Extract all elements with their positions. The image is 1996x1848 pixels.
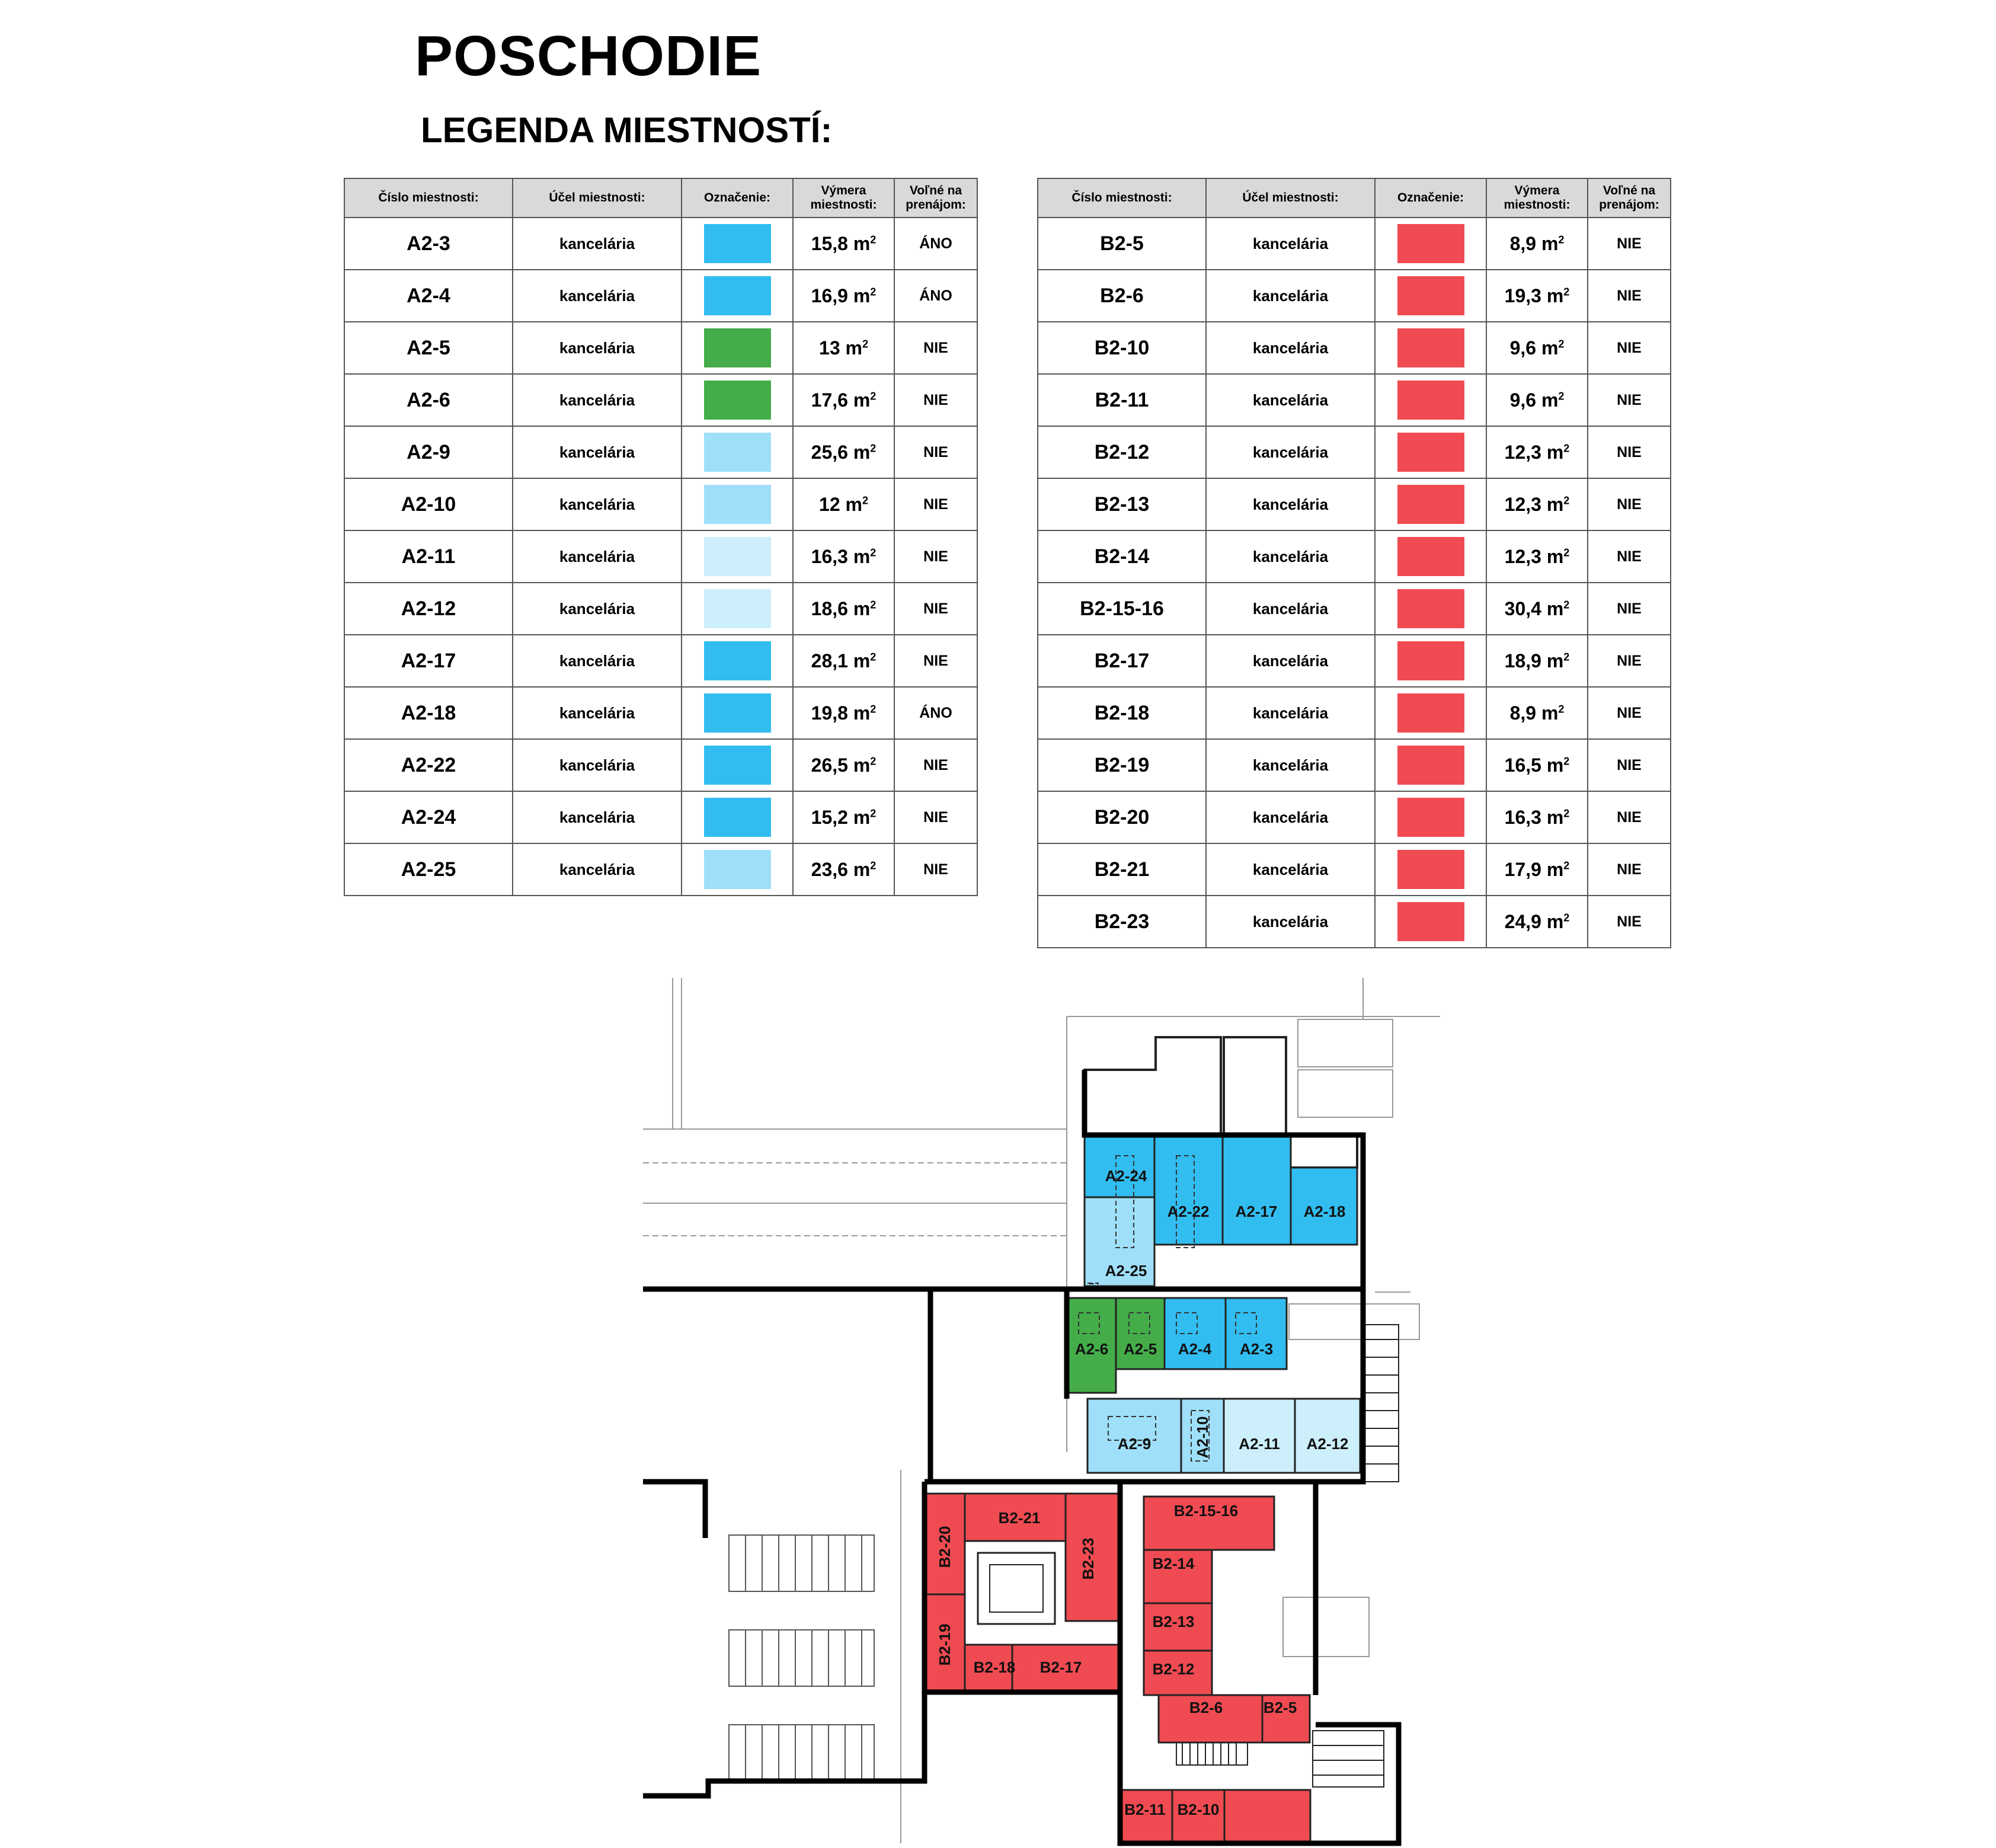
- header-room-purpose: Účel miestnosti:: [513, 178, 682, 218]
- room-number: B2-6: [1038, 270, 1206, 322]
- room-purpose: kancelária: [1206, 530, 1375, 583]
- room-purpose: kancelária: [1206, 426, 1375, 478]
- plan-label-b2-11: B2-11: [1124, 1801, 1166, 1818]
- room-number: B2-5: [1038, 218, 1206, 270]
- room-number: B2-11: [1038, 374, 1206, 426]
- area-value: 26,5: [811, 754, 848, 776]
- plan-label-a2-9: A2-9: [1117, 1435, 1151, 1453]
- plan-label-a2-3: A2-3: [1239, 1340, 1274, 1358]
- area-unit: m: [853, 389, 871, 411]
- plan-label-b2-23: B2-23: [1079, 1537, 1097, 1580]
- room-free: NIE: [894, 322, 977, 374]
- header-room-number: Číslo miestnosti:: [344, 178, 513, 218]
- room-purpose: kancelária: [513, 739, 682, 791]
- plan-label-b2-18: B2-18: [973, 1658, 1016, 1676]
- room-purpose: kancelária: [513, 218, 682, 270]
- plan-label-a2-22: A2-22: [1167, 1203, 1210, 1220]
- area-value: 8,9: [1509, 702, 1537, 724]
- stair-core-left: [978, 1553, 1055, 1624]
- plan-room-a2-22: [1154, 1135, 1223, 1245]
- area-exponent: 2: [1563, 598, 1570, 610]
- room-purpose: kancelária: [1206, 270, 1375, 322]
- room-free: NIE: [894, 843, 977, 896]
- plan-label-b2-17: B2-17: [1039, 1658, 1082, 1676]
- room-number: B2-10: [1038, 322, 1206, 374]
- area-value: 9,6: [1509, 389, 1537, 411]
- room-number: A2-18: [344, 687, 513, 739]
- area-exponent: 2: [870, 807, 877, 819]
- header-area: Výmera miestnosti:: [1486, 178, 1588, 218]
- plan-label-b2-21: B2-21: [998, 1509, 1041, 1527]
- room-free: NIE: [1588, 478, 1671, 530]
- area-unit: m: [1546, 806, 1564, 828]
- area-exponent: 2: [870, 442, 877, 454]
- area-unit: m: [845, 337, 862, 359]
- area-value: 19,8: [811, 702, 848, 724]
- room-free: NIE: [1588, 583, 1671, 635]
- room-free: NIE: [894, 530, 977, 583]
- area-exponent: 2: [1563, 285, 1570, 298]
- area-unit: m: [1546, 597, 1564, 619]
- area-exponent: 2: [870, 389, 877, 402]
- room-number: B2-20: [1038, 791, 1206, 843]
- room-free: NIE: [894, 583, 977, 635]
- area-value: 16,3: [811, 545, 848, 567]
- area-unit: m: [853, 232, 871, 254]
- plan-label-b2-19: B2-19: [936, 1623, 954, 1666]
- room-purpose: kancelária: [513, 478, 682, 530]
- area-exponent: 2: [862, 494, 868, 506]
- area-unit: m: [1541, 702, 1559, 724]
- room-number: A2-17: [344, 635, 513, 687]
- area-exponent: 2: [870, 285, 877, 298]
- area-value: 24,9: [1504, 910, 1541, 932]
- room-free: NIE: [1588, 530, 1671, 583]
- room-free: NIE: [894, 426, 977, 478]
- room-number: A2-5: [344, 322, 513, 374]
- area-value: 18,9: [1504, 650, 1541, 672]
- area-exponent: 2: [1563, 911, 1570, 923]
- header-free: Voľné na prenájom:: [894, 178, 977, 218]
- area-exponent: 2: [870, 859, 877, 871]
- area-unit: m: [853, 754, 871, 776]
- area-unit: m: [853, 806, 871, 828]
- room-free: NIE: [1588, 635, 1671, 687]
- header-area: Výmera miestnosti:: [793, 178, 894, 218]
- plan-label-a2-17: A2-17: [1235, 1203, 1278, 1220]
- room-number: B2-19: [1038, 739, 1206, 791]
- area-exponent: 2: [870, 702, 877, 715]
- area-exponent: 2: [862, 337, 868, 350]
- area-exponent: 2: [1558, 702, 1565, 715]
- room-number: B2-12: [1038, 426, 1206, 478]
- area-unit: m: [853, 545, 871, 567]
- area-exponent: 2: [1563, 546, 1570, 558]
- area-value: 12,3: [1504, 441, 1541, 463]
- room-free: NIE: [1588, 218, 1671, 270]
- area-value: 9,6: [1509, 337, 1537, 359]
- area-value: 25,6: [811, 441, 848, 463]
- header-marking: Označenie:: [682, 178, 793, 218]
- room-number: B2-23: [1038, 896, 1206, 948]
- room-free: NIE: [1588, 687, 1671, 739]
- area-unit: m: [853, 650, 871, 672]
- area-value: 30,4: [1504, 597, 1541, 619]
- area-exponent: 2: [870, 598, 877, 610]
- room-free: ÁNO: [894, 687, 977, 739]
- room-purpose: kancelária: [513, 374, 682, 426]
- header-free: Voľné na prenájom:: [1588, 178, 1671, 218]
- plan-label-b2-15-16: B2-15-16: [1173, 1502, 1239, 1520]
- room-free: NIE: [1588, 374, 1671, 426]
- plan-label-a2-5: A2-5: [1123, 1340, 1157, 1358]
- area-unit: m: [853, 441, 871, 463]
- area-value: 16,9: [811, 284, 848, 306]
- area-unit: m: [1541, 232, 1559, 254]
- area-value: 23,6: [811, 858, 848, 880]
- area-unit: m: [1541, 337, 1559, 359]
- room-free: NIE: [1588, 739, 1671, 791]
- area-value: 12: [819, 493, 840, 515]
- parking-stripes: [729, 1535, 874, 1781]
- room-purpose: kancelária: [513, 426, 682, 478]
- area-unit: m: [853, 858, 871, 880]
- room-purpose: kancelária: [1206, 478, 1375, 530]
- area-unit: m: [1546, 650, 1564, 672]
- room-free: NIE: [1588, 843, 1671, 896]
- plan-label-a2-11: A2-11: [1239, 1435, 1280, 1453]
- plan-label-a2-6: A2-6: [1074, 1340, 1109, 1358]
- area-unit: m: [845, 493, 862, 515]
- room-purpose: kancelária: [513, 530, 682, 583]
- area-exponent: 2: [1563, 442, 1570, 454]
- room-number: B2-15-16: [1038, 583, 1206, 635]
- room-number: A2-3: [344, 218, 513, 270]
- area-exponent: 2: [870, 650, 877, 663]
- area-value: 16,3: [1504, 806, 1541, 828]
- area-exponent: 2: [870, 546, 877, 558]
- plan-label-a2-24: A2-24: [1105, 1167, 1147, 1185]
- room-number: A2-6: [344, 374, 513, 426]
- plan-label-b2-14: B2-14: [1152, 1555, 1195, 1572]
- plan-room-a2-17: [1223, 1135, 1291, 1245]
- room-free: NIE: [1588, 322, 1671, 374]
- room-purpose: kancelária: [1206, 843, 1375, 896]
- area-unit: m: [853, 597, 871, 619]
- room-group-b-right: [1120, 1497, 1310, 1843]
- room-purpose: kancelária: [513, 791, 682, 843]
- room-purpose: kancelária: [513, 843, 682, 896]
- room-purpose: kancelária: [513, 270, 682, 322]
- plan-label-b2-20: B2-20: [936, 1526, 954, 1568]
- header-room-purpose: Účel miestnosti:: [1206, 178, 1375, 218]
- area-exponent: 2: [1563, 650, 1570, 663]
- room-purpose: kancelária: [1206, 218, 1375, 270]
- area-unit: m: [1546, 910, 1564, 932]
- area-value: 13: [819, 337, 840, 359]
- room-purpose: kancelária: [1206, 896, 1375, 948]
- plan-label-a2-25: A2-25: [1105, 1262, 1147, 1280]
- area-value: 28,1: [811, 650, 848, 672]
- area-value: 17,6: [811, 389, 848, 411]
- room-purpose: kancelária: [1206, 687, 1375, 739]
- room-purpose: kancelária: [1206, 322, 1375, 374]
- room-purpose: kancelária: [513, 687, 682, 739]
- plan-label-b2-5: B2-5: [1263, 1699, 1297, 1716]
- plan-label-a2-10: A2-10: [1194, 1416, 1211, 1459]
- room-purpose: kancelária: [1206, 739, 1375, 791]
- plan-room-a2-24: [1085, 1135, 1154, 1197]
- room-free: NIE: [894, 739, 977, 791]
- area-unit: m: [1546, 545, 1564, 567]
- room-number: B2-13: [1038, 478, 1206, 530]
- room-free: ÁNO: [894, 270, 977, 322]
- room-number: B2-21: [1038, 843, 1206, 896]
- area-value: 18,6: [811, 597, 848, 619]
- page-title: POSCHODIE: [415, 24, 762, 88]
- area-exponent: 2: [1563, 754, 1570, 767]
- area-exponent: 2: [870, 233, 877, 245]
- plan-label-a2-12: A2-12: [1306, 1435, 1349, 1453]
- room-number: A2-9: [344, 426, 513, 478]
- area-unit: m: [1546, 441, 1564, 463]
- room-purpose: kancelária: [513, 322, 682, 374]
- room-number: A2-25: [344, 843, 513, 896]
- room-free: NIE: [894, 791, 977, 843]
- room-free: NIE: [1588, 791, 1671, 843]
- header-marking: Označenie:: [1375, 178, 1486, 218]
- area-exponent: 2: [1558, 337, 1565, 350]
- area-value: 8,9: [1509, 232, 1537, 254]
- area-exponent: 2: [870, 754, 877, 767]
- area-unit: m: [853, 702, 871, 724]
- room-number: A2-4: [344, 270, 513, 322]
- plan-label-a2-4: A2-4: [1178, 1340, 1212, 1358]
- room-free: NIE: [894, 635, 977, 687]
- area-value: 12,3: [1504, 493, 1541, 515]
- area-exponent: 2: [1563, 859, 1570, 871]
- room-purpose: kancelária: [1206, 583, 1375, 635]
- room-number: B2-17: [1038, 635, 1206, 687]
- area-value: 19,3: [1504, 284, 1541, 306]
- plan-label-b2-12: B2-12: [1152, 1660, 1195, 1678]
- room-free: NIE: [1588, 896, 1671, 948]
- area-unit: m: [853, 284, 871, 306]
- room-number: A2-11: [344, 530, 513, 583]
- plan-label-a2-18: A2-18: [1303, 1203, 1346, 1220]
- area-exponent: 2: [1563, 494, 1570, 506]
- area-value: 15,2: [811, 806, 848, 828]
- room-number: A2-24: [344, 791, 513, 843]
- area-unit: m: [1546, 284, 1564, 306]
- room-number: A2-10: [344, 478, 513, 530]
- area-unit: m: [1546, 493, 1564, 515]
- room-free: NIE: [1588, 270, 1671, 322]
- room-free: NIE: [1588, 426, 1671, 478]
- plan-room-a2-4: [1165, 1298, 1226, 1369]
- room-purpose: kancelária: [1206, 791, 1375, 843]
- area-exponent: 2: [1563, 807, 1570, 819]
- room-purpose: kancelária: [513, 635, 682, 687]
- area-unit: m: [1546, 858, 1564, 880]
- plan-label-b2-6: B2-6: [1189, 1699, 1223, 1716]
- room-number: B2-14: [1038, 530, 1206, 583]
- area-value: 16,5: [1504, 754, 1541, 776]
- room-purpose: kancelária: [513, 583, 682, 635]
- room-free: ÁNO: [894, 218, 977, 270]
- area-value: 12,3: [1504, 545, 1541, 567]
- area-unit: m: [1541, 389, 1559, 411]
- area-value: 15,8: [811, 232, 848, 254]
- room-number: A2-22: [344, 739, 513, 791]
- legend-heading: LEGENDA MIESTNOSTÍ:: [421, 110, 833, 150]
- area-exponent: 2: [1558, 389, 1565, 402]
- plan-label-b2-13: B2-13: [1152, 1613, 1195, 1630]
- area-unit: m: [1546, 754, 1564, 776]
- room-number: A2-12: [344, 583, 513, 635]
- room-free: NIE: [894, 374, 977, 426]
- area-exponent: 2: [1558, 233, 1565, 245]
- room-free: NIE: [894, 478, 977, 530]
- room-number: B2-18: [1038, 687, 1206, 739]
- plan-label-b2-10: B2-10: [1177, 1801, 1220, 1818]
- room-purpose: kancelária: [1206, 374, 1375, 426]
- area-value: 17,9: [1504, 858, 1541, 880]
- room-purpose: kancelária: [1206, 635, 1375, 687]
- header-room-number: Číslo miestnosti:: [1038, 178, 1206, 218]
